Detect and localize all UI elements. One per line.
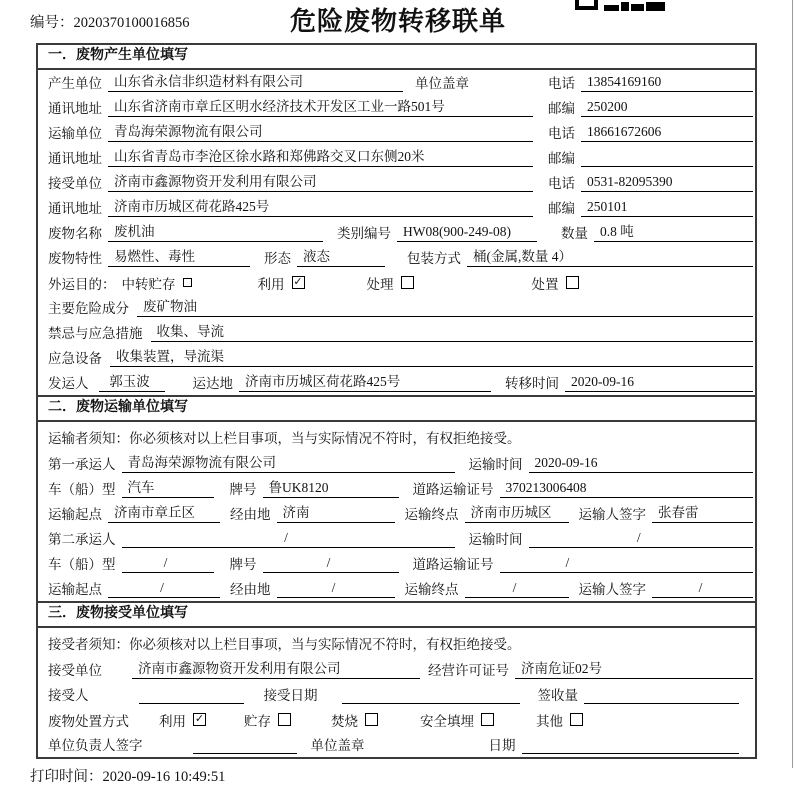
origin-label-1: 运输起点 xyxy=(48,507,102,522)
first-carrier-value: 青岛海荣源物流有限公司 xyxy=(122,451,455,473)
seal-date-label: 日期 xyxy=(488,738,516,753)
carrier-sign-label-2: 运输人签字 xyxy=(578,582,646,597)
transfer-time-value: 2020-09-16 xyxy=(565,374,753,392)
form-label: 形态 xyxy=(264,251,291,266)
disposal-storage-checkbox xyxy=(278,713,291,726)
row-waste-name xyxy=(38,220,755,245)
row-emergency-measures xyxy=(38,320,755,345)
address-label-1: 通讯地址 xyxy=(48,101,102,116)
treatment-checkbox xyxy=(401,276,414,289)
signed-amount-label: 签收量 xyxy=(537,688,578,703)
row-route-2 xyxy=(38,576,755,601)
disposal-landfill-checkbox xyxy=(481,713,494,726)
transport-time-value-2: / xyxy=(529,530,754,548)
traits-label: 废物特性 xyxy=(48,251,102,266)
address-label-2: 通讯地址 xyxy=(48,151,102,166)
row-producer-address xyxy=(38,95,755,120)
row-emergency-equipment xyxy=(38,345,755,370)
vehicle-type-value-1: 汽车 xyxy=(122,476,214,498)
emergency-equipment-value: 收集装置，导流渠 xyxy=(110,345,753,367)
clipped-stamp-fragment-icon xyxy=(573,0,668,10)
transport-time-label-1: 运输时间 xyxy=(468,457,523,472)
row-vehicle-1 xyxy=(38,476,755,501)
vehicle-type-value-2: / xyxy=(122,555,214,573)
first-carrier-label: 第一承运人 xyxy=(48,457,116,472)
via-label-2: 经由地 xyxy=(230,582,271,597)
via-value-2: / xyxy=(277,580,395,598)
recipient-label: 接受人 xyxy=(48,688,89,703)
row-waste-traits xyxy=(38,245,755,270)
disposal-reuse-checkbox: ✓ xyxy=(194,713,205,725)
section3-header: 三．废物接受单位填写 xyxy=(38,601,755,628)
seal-date-value xyxy=(522,737,740,754)
phone-label-2: 电话 xyxy=(548,126,575,141)
producer-label: 产生单位 xyxy=(48,76,102,91)
endpoint-value-2: / xyxy=(465,580,569,598)
carrier-sign-label-1: 运输人签字 xyxy=(578,507,646,522)
packing-value: 桶(金属,数量 4） xyxy=(467,245,753,267)
page-title: 危险废物转移联单 xyxy=(289,7,506,36)
receipt-date-value xyxy=(342,687,520,704)
emergency-measures-label: 禁忌与应急措施 xyxy=(48,326,143,341)
plate-label-1: 牌号 xyxy=(229,482,257,497)
recipient-value xyxy=(139,687,244,704)
zip-value-3: 250101 xyxy=(581,199,753,217)
serial-value: 2020370100016856 xyxy=(73,15,190,31)
shipper-value: 郭玉波 xyxy=(99,370,165,392)
row-transporter-address xyxy=(38,145,755,170)
receiving-unit-value: 济南市鑫源物资开发利用有限公司 xyxy=(132,657,420,679)
license-label: 经营许可证号 xyxy=(428,663,509,678)
purpose-label: 外运目的： xyxy=(48,276,116,292)
origin-value-2: / xyxy=(108,580,220,598)
disposal-option-label: 安全填埋 xyxy=(420,713,474,729)
row-receipt xyxy=(38,682,755,707)
category-label: 类别编号 xyxy=(337,226,391,241)
disposal-checkbox xyxy=(566,276,579,289)
row-hazard xyxy=(38,295,755,320)
disposal-method-label: 废物处置方式 xyxy=(48,713,129,729)
manifest-table xyxy=(36,43,757,759)
endpoint-label-1: 运输终点 xyxy=(404,507,459,522)
phone-value-2: 18661672606 xyxy=(581,124,753,142)
transport-time-label-2: 运输时间 xyxy=(468,532,523,547)
receiver-notice-text: 接受者须知：你必须核对以上栏目事项，当与实际情况不符时，有权拒绝接受。 xyxy=(48,636,521,652)
row-transporter xyxy=(38,120,755,145)
disposal-incineration-checkbox xyxy=(365,713,378,726)
receiving-unit-label: 接受单位 xyxy=(48,663,102,678)
phone-label-1: 电话 xyxy=(548,76,575,91)
plate-value-2: / xyxy=(263,555,399,573)
receiver-value: 济南市鑫源物资开发利用有限公司 xyxy=(108,170,533,192)
address-label-3: 通讯地址 xyxy=(48,201,102,216)
purpose-option-label: 处置 xyxy=(531,276,559,292)
row-dispatch xyxy=(38,370,755,395)
disposal-option-label: 贮存 xyxy=(244,713,271,729)
unit-seal-label-2: 单位盖章 xyxy=(310,738,365,753)
origin-label-2: 运输起点 xyxy=(48,582,102,597)
purpose-option-label: 利用 xyxy=(257,276,285,292)
address-value-1: 山东省济南市章丘区明水经济技术开发区工业一路501号 xyxy=(108,95,533,117)
row-receiving-unit xyxy=(38,657,755,682)
row-disposal-method xyxy=(38,707,755,732)
row-second-carrier xyxy=(38,526,755,551)
transporter-notice-text: 运输者须知：你必须核对以上栏目事项，当与实际情况不符时，有权拒绝接受。 xyxy=(48,430,521,446)
phone-value-3: 0531-82095390 xyxy=(581,174,753,192)
shipper-label: 发运人 xyxy=(48,376,89,391)
disposal-option-landfill xyxy=(420,710,494,730)
row-vehicle-2 xyxy=(38,551,755,576)
disposal-option-other xyxy=(536,710,583,730)
emergency-equipment-label: 应急设备 xyxy=(48,351,102,366)
section1-header: 一．废物产生单位填写 xyxy=(38,45,755,70)
purpose-option-reuse xyxy=(258,273,305,293)
transporter-label: 运输单位 xyxy=(48,126,102,141)
document-header xyxy=(0,0,796,43)
print-time-label: 打印时间： xyxy=(30,769,103,785)
row-receiver-address xyxy=(38,195,755,220)
traits-value: 易燃性、毒性 xyxy=(108,245,250,267)
row-producer xyxy=(38,70,755,95)
destination-label: 运达地 xyxy=(192,376,233,391)
right-edge-divider xyxy=(792,0,793,768)
license-value: 济南危证02号 xyxy=(515,657,753,679)
print-time-value: 2020-09-16 10:49:51 xyxy=(102,769,226,785)
disposal-option-label: 利用 xyxy=(159,713,186,729)
phone-label-3: 电话 xyxy=(548,176,575,191)
road-permit-value-2: / xyxy=(500,555,754,573)
responsible-sign-value xyxy=(193,737,297,754)
purpose-option-label: 处理 xyxy=(366,276,394,292)
endpoint-label-2: 运输终点 xyxy=(404,582,459,597)
producer-value: 山东省永信非织造材料有限公司 xyxy=(108,70,403,92)
road-permit-value-1: 370213006408 xyxy=(500,480,754,498)
signed-amount-value xyxy=(584,687,739,704)
purpose-option-label: 中转贮存 xyxy=(121,276,176,292)
print-time-line xyxy=(30,765,796,786)
plate-label-2: 牌号 xyxy=(229,557,257,572)
road-permit-label-2: 道路运输证号 xyxy=(412,557,494,572)
receipt-date-label: 接受日期 xyxy=(263,688,318,703)
destination-value: 济南市历城区荷花路425号 xyxy=(239,370,491,392)
via-label-1: 经由地 xyxy=(230,507,271,522)
disposal-option-label: 其他 xyxy=(536,713,563,729)
row-purpose xyxy=(38,270,755,295)
via-value-1: 济南 xyxy=(277,501,395,523)
origin-value-1: 济南市章丘区 xyxy=(108,501,220,523)
carrier-sign-value-2: / xyxy=(652,580,753,598)
row-first-carrier xyxy=(38,451,755,476)
zip-value-2 xyxy=(581,150,753,167)
disposal-option-label: 焚烧 xyxy=(331,713,358,729)
zip-label-3: 邮编 xyxy=(548,201,575,216)
phone-value-1: 13854169160 xyxy=(581,74,753,92)
disposal-option-reuse xyxy=(159,710,206,730)
form-value: 液态 xyxy=(297,245,385,267)
row-route-1 xyxy=(38,501,755,526)
serial-label: 编号： xyxy=(30,15,74,31)
quantity-value: 0.8 吨 xyxy=(594,220,753,242)
unit-seal-label: 单位盖章 xyxy=(415,76,469,91)
plate-value-1: 鲁UK8120 xyxy=(263,476,399,498)
disposal-option-storage xyxy=(244,710,291,730)
waste-name-label: 废物名称 xyxy=(48,226,102,241)
address-value-2: 山东省青岛市李沧区徐水路和郑佛路交叉口东侧20米 xyxy=(108,145,533,167)
hazard-label: 主要危险成分 xyxy=(48,301,129,316)
zip-label-2: 邮编 xyxy=(548,151,575,166)
reuse-checkbox: ✓ xyxy=(293,276,303,288)
receiver-label: 接受单位 xyxy=(48,176,102,191)
vehicle-type-label-1: 车（船）型 xyxy=(48,482,116,497)
row-transporter-notice xyxy=(38,422,755,451)
endpoint-value-1: 济南市历城区 xyxy=(465,501,569,523)
transport-time-value-1: 2020-09-16 xyxy=(529,455,754,473)
transfer-time-label: 转移时间 xyxy=(505,376,559,391)
transporter-value: 青岛海荣源物流有限公司 xyxy=(108,120,533,142)
waste-name-value: 废机油 xyxy=(108,220,323,242)
disposal-option-incineration xyxy=(331,710,378,730)
category-value: HW08(900-249-08) xyxy=(397,224,537,242)
responsible-sign-label: 单位负责人签字 xyxy=(48,738,143,753)
zip-value-1: 250200 xyxy=(581,99,753,117)
row-receiver xyxy=(38,170,755,195)
purpose-option-disposal xyxy=(532,273,579,293)
emergency-measures-value: 收集、导流 xyxy=(151,320,754,342)
road-permit-label-1: 道路运输证号 xyxy=(412,482,494,497)
carrier-sign-value-1: 张春雷 xyxy=(652,501,753,523)
packing-label: 包装方式 xyxy=(407,251,461,266)
zip-label-1: 邮编 xyxy=(548,101,575,116)
address-value-3: 济南市历城区荷花路425号 xyxy=(108,195,533,217)
second-carrier-value: / xyxy=(122,530,455,548)
vehicle-type-label-2: 车（船）型 xyxy=(48,557,116,572)
transfer-storage-checkbox xyxy=(183,278,192,287)
quantity-label: 数量 xyxy=(561,226,588,241)
row-signoff xyxy=(38,732,755,757)
row-receiver-notice xyxy=(38,628,755,657)
disposal-other-checkbox xyxy=(570,713,583,726)
hazard-value: 废矿物油 xyxy=(137,295,753,317)
second-carrier-label: 第二承运人 xyxy=(48,532,116,547)
purpose-option-transfer-storage xyxy=(122,273,192,293)
section2-header: 二．废物运输单位填写 xyxy=(38,395,755,422)
purpose-option-treatment xyxy=(367,273,414,293)
